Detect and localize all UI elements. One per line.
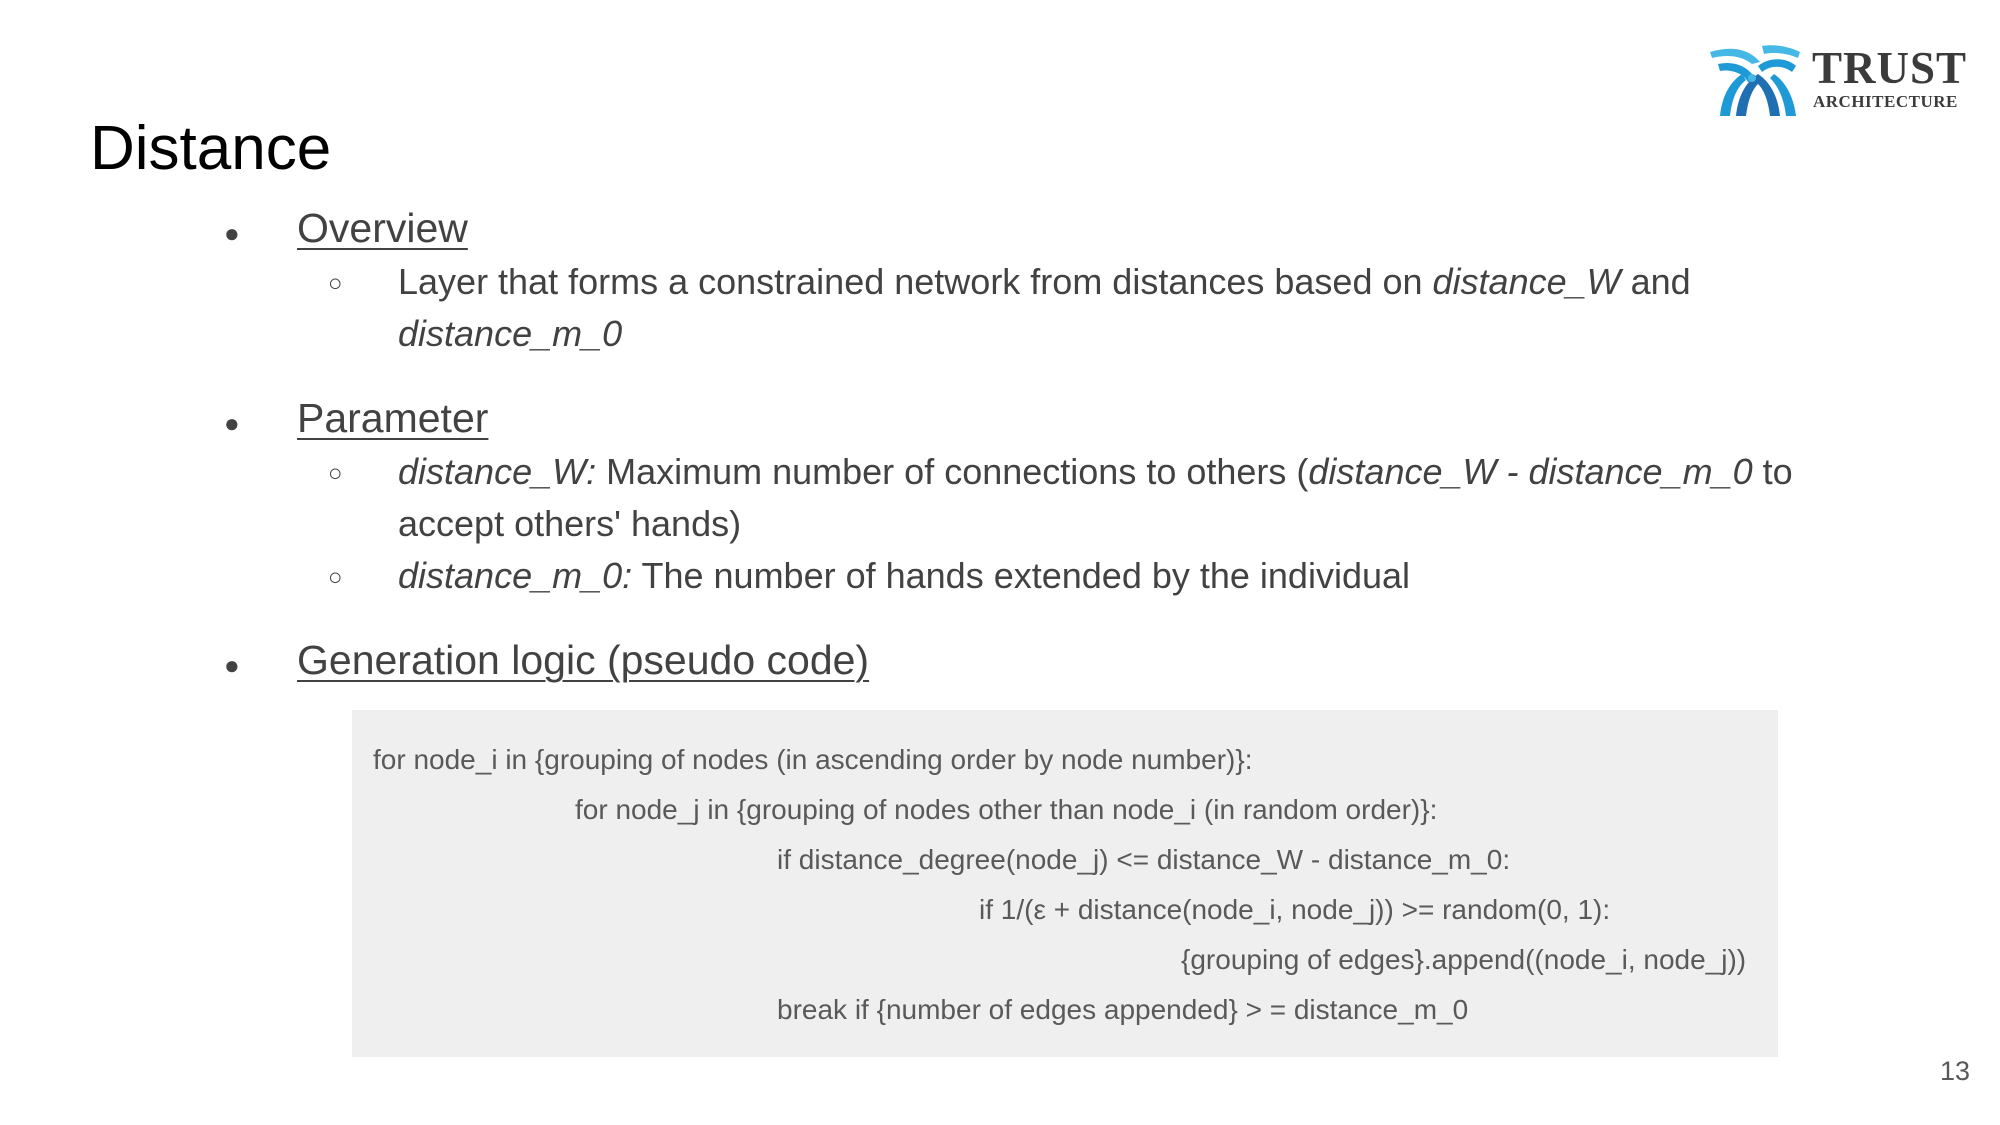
bullet-dot: ● bbox=[224, 650, 240, 680]
bullet-dot: ● bbox=[224, 408, 240, 438]
code-line: for node_j in {grouping of nodes other than node_i (in random order)}: bbox=[575, 794, 1438, 825]
sub-bullet-circle: ○ bbox=[328, 460, 343, 487]
logo bbox=[1708, 38, 1968, 120]
generation-logic-heading: Generation logic (pseudo code) bbox=[297, 637, 870, 683]
pseudo-code-box bbox=[352, 710, 1778, 1057]
page-number: 13 bbox=[1940, 1056, 1971, 1086]
overview-heading: Overview bbox=[297, 205, 468, 251]
code-line: if 1/(ε + distance(node_i, node_j)) >= random(0, 1): bbox=[979, 894, 1611, 925]
sub-bullet-circle: ○ bbox=[328, 270, 343, 297]
code-line: break if {number of edges appended} > = distance_m_0 bbox=[777, 994, 1469, 1025]
code-line: {grouping of edges}.append((node_i, node_j)) bbox=[1181, 944, 1747, 975]
logo-text-trust: TRUST bbox=[1812, 43, 1968, 93]
slide-title: Distance bbox=[90, 114, 332, 183]
logo-text-architecture: ARCHITECTURE bbox=[1813, 92, 1958, 111]
trust-architecture-logo-icon bbox=[1708, 42, 1804, 118]
sub-bullet-circle: ○ bbox=[328, 564, 343, 591]
code-line: for node_i in {grouping of nodes (in ascending order by node number)}: bbox=[373, 744, 1253, 775]
bullet-dot: ● bbox=[224, 218, 240, 248]
overview-description: Layer that forms a constrained network from distances based on distance_W and distance_m_0 bbox=[398, 261, 1691, 354]
parameter-heading: Parameter bbox=[297, 395, 489, 441]
parameter-distance-m0: distance_m_0: The number of hands extended by the individual bbox=[398, 555, 1411, 596]
parameter-distance-w: distance_W: Maximum number of connections to others (distance_W - distance_m_0 to accept others' hands) bbox=[398, 451, 1793, 544]
code-line: if distance_degree(node_j) <= distance_W - distance_m_0: bbox=[777, 844, 1511, 875]
